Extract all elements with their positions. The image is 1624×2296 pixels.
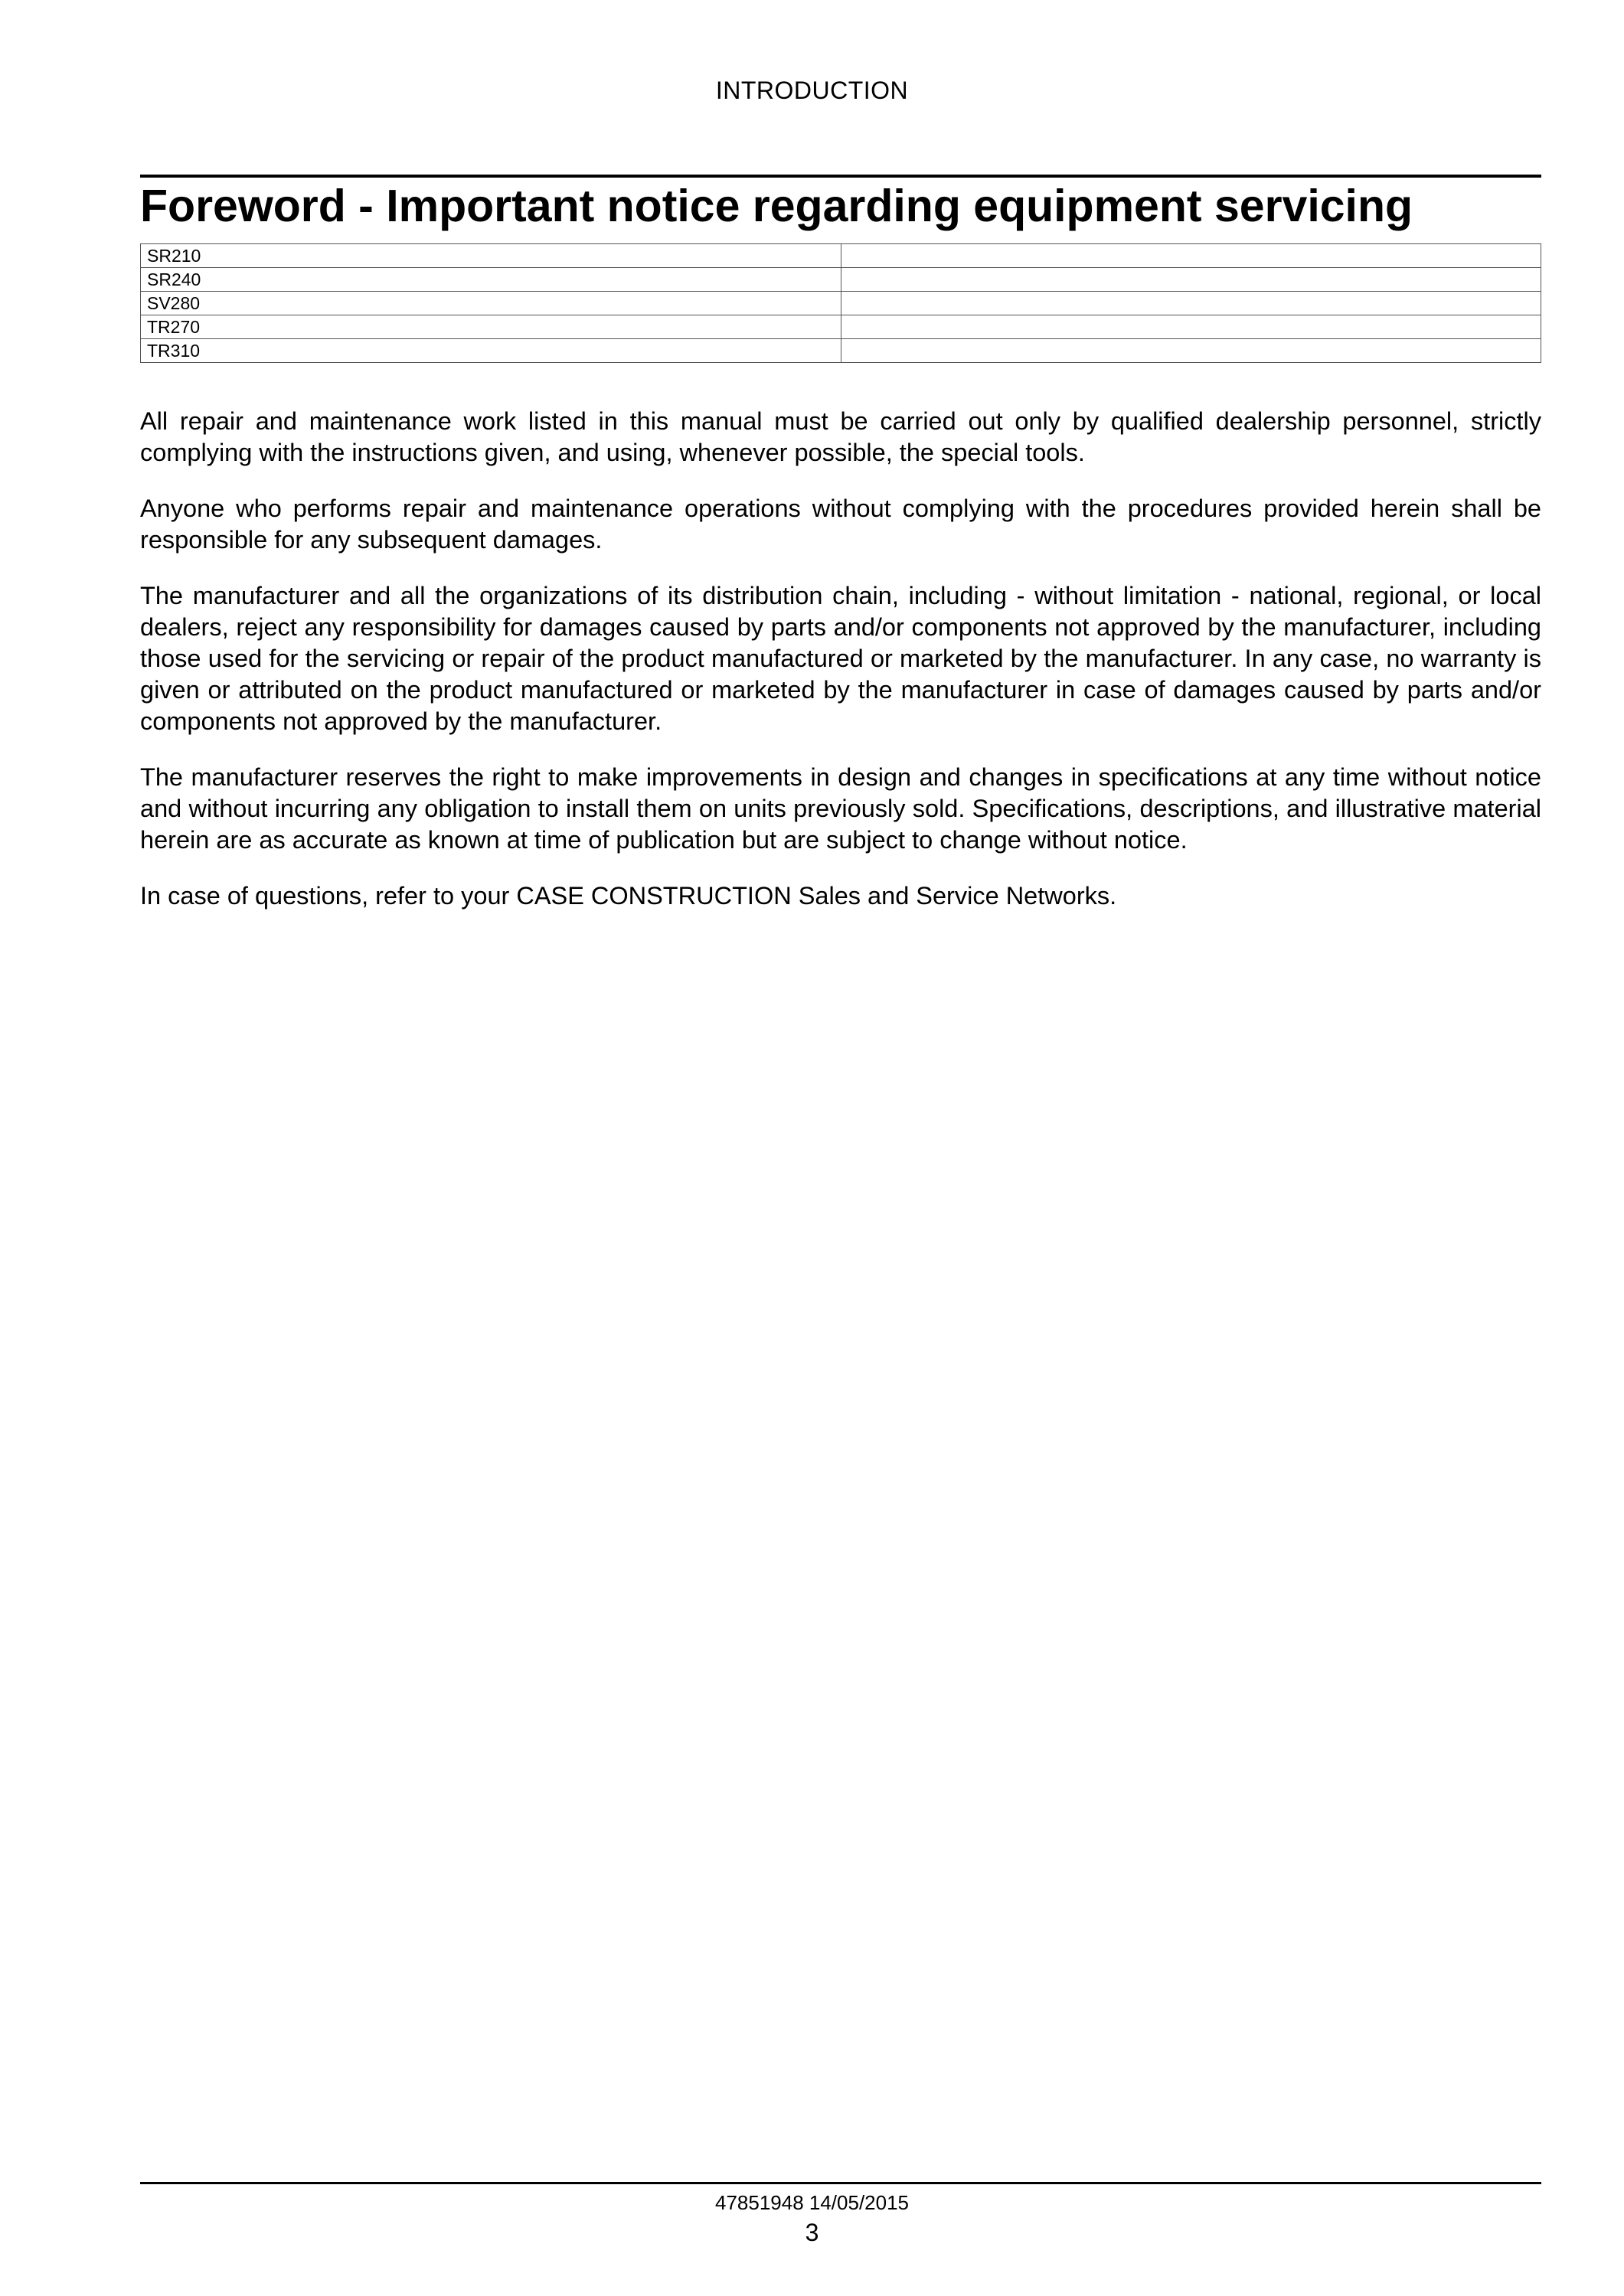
paragraph-qualified-personnel: All repair and maintenance work listed in this manual must be carried out only by qualified dealership personnel, strictly complying with the instructions given, and using, whenever possible, the special tools. xyxy=(140,407,1541,466)
table-row xyxy=(141,339,1541,363)
model-cell: TR270 xyxy=(141,315,841,339)
table-row xyxy=(141,244,1541,268)
paragraph-manufacturer-liability: The manufacturer and all the organizations of its distribution chain, including - without limitation - national, regional, or local dealers, reject any responsibility for damages caused by parts and/or components not approved by the manufacturer, including those used for the servicing or repair of the product manufactured or marketed by the manufacturer. In any case, no warranty is given or attributed on the product manufactured or marketed by the manufacturer in case of damages caused by parts and/or components not approved by the manufacturer. xyxy=(140,582,1541,735)
value-cell xyxy=(841,292,1541,315)
page-number: 3 xyxy=(805,2219,819,2246)
paragraph-specification-changes: The manufacturer reserves the right to make improvements in design and changes in specifications at any time without notice and without incurring any obligation to install them on units previously sold. Specifications, descriptions, and illustrative material herein are as accurate as known at time of publication but are subject to change without notice. xyxy=(140,763,1541,854)
table-row xyxy=(141,268,1541,292)
value-cell xyxy=(841,268,1541,292)
running-header: INTRODUCTION xyxy=(715,77,909,104)
document-reference: 47851948 14/05/2015 xyxy=(714,2191,910,2214)
value-cell xyxy=(841,315,1541,339)
model-cell: TR310 xyxy=(141,339,841,363)
models-table xyxy=(140,243,1541,363)
model-cell: SR240 xyxy=(141,268,841,292)
body-text xyxy=(140,406,1541,936)
table-row xyxy=(141,315,1541,339)
page-title: Foreword - Important notice regarding equipment servicing xyxy=(140,181,1413,231)
table-row xyxy=(141,292,1541,315)
model-cell: SR210 xyxy=(141,244,841,268)
paragraph-responsibility: Anyone who performs repair and maintenance operations without complying with the procedures provided herein shall be responsible for any subsequent damages. xyxy=(140,495,1541,554)
value-cell xyxy=(841,244,1541,268)
paragraph-contact: In case of questions, refer to your CASE CONSTRUCTION Sales and Service Networks. xyxy=(140,882,1117,910)
model-cell: SV280 xyxy=(141,292,841,315)
value-cell xyxy=(841,339,1541,363)
footer-rule xyxy=(140,2182,1541,2184)
